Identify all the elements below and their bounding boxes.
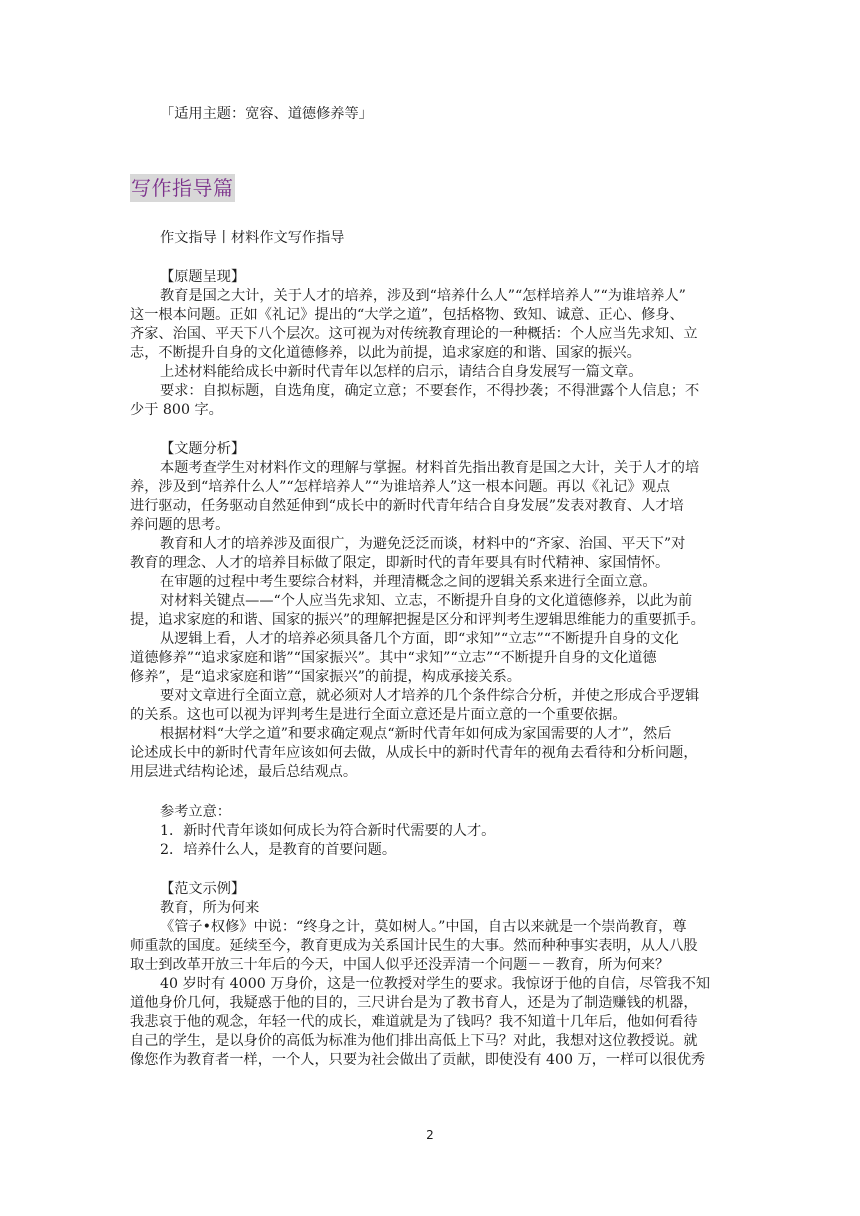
reference-idea-item: 1．新时代青年谈如何成长为符合新时代需要的人才。 xyxy=(160,823,496,839)
paragraph-line: 我悲哀于他的观念，年轻一代的成长，难道就是为了钱吗？我不知道十几年后，他如何看待 xyxy=(130,1014,698,1030)
paragraph-line: 的关系。这也可以视为评判考生是进行全面立意还是片面立意的一个重要依据。 xyxy=(130,707,627,723)
paragraph-line: 上述材料能给成长中新时代青年以怎样的启示，请结合自身发展写一篇文章。 xyxy=(160,364,643,380)
paragraph-line: 齐家、治国、平天下八个层次。这可视为对传统教育理论的一种概括：个人应当先求知、立 xyxy=(130,326,698,342)
paragraph-line: 根据材料“大学之道”和要求确定观点“新时代青年如何成为家国需要的人才”，然后 xyxy=(160,726,672,742)
paragraph-line: 本题考查学生对材料作文的理解与掌握。材料首先指出教育是国之大计，关于人才的培 xyxy=(160,460,700,476)
paragraph-line: 养，涉及到“培养什么人”“怎样培养人”“为谁培养人”这一根本问题。再以《礼记》观点 xyxy=(130,479,671,495)
paragraph-line: 像您作为教育者一样，一个人，只要为社会做出了贡献，即使没有 400 万，一样可以很优秀 xyxy=(130,1052,706,1068)
paragraph-line: 修养”，是“追求家庭和谐”“国家振兴”的前提，构成承接关系。 xyxy=(130,669,521,685)
paragraph-line: 这一根本问题。正如《礼记》提出的“大学之道”，包括格物、致知、诚意、正心、修身、 xyxy=(130,307,684,323)
paragraph-line: 从逻辑上看，人才的培养必须具备几个方面，即“求知”“立志”“不断提升自身的文化 xyxy=(160,631,679,647)
paragraph-line: 道他身价几何，我疑惑于他的目的，三尺讲台是为了教书育人，还是为了制造赚钱的机器， xyxy=(130,995,698,1011)
paragraph-line: 用层进式结构论述，最后总结观点。 xyxy=(130,764,358,780)
paragraph-line: 论述成长中的新时代青年应该如何去做，从成长中的新时代青年的视角去看待和分析问题， xyxy=(130,745,698,761)
subtitle: 作文指导丨材料作文写作指导 xyxy=(160,230,345,246)
paragraph-line: 师重款的国度。延续至今，教育更成为关系国计民生的大事。然而种种事实表明，从人八股 xyxy=(130,938,698,954)
paragraph-line: 要对文章进行全面立意，就必须对人才培养的几个条件综合分析，并使之形成合乎逻辑 xyxy=(160,688,700,704)
paragraph-line: 取士到改革开放三十年后的今天，中国人似乎还没弄清一个问题－－教育，所为何来？ xyxy=(130,957,670,973)
section-label-sample: 【范文示例】 xyxy=(160,881,246,897)
paragraph-line: 志，不断提升自身的文化道德修养，以此为前提，追求家庭的和谐、国家的振兴。 xyxy=(130,345,641,361)
section-label-analysis: 【文题分析】 xyxy=(160,441,246,457)
paragraph-line: 《管子•权修》中说：“终身之计，莫如树人。”中国，自古以来就是一个崇尚教育，尊 xyxy=(160,919,687,935)
section-label-original: 【原题呈现】 xyxy=(160,269,246,285)
section-heading: 写作指导篇 xyxy=(131,176,234,200)
paragraph-line: 养问题的思考。 xyxy=(130,517,230,533)
paragraph-line: 进行驱动，任务驱动自然延伸到“成长中的新时代青年结合自身发展”发表对教育、人才培 xyxy=(130,498,684,514)
paragraph-line: 要求：自拟标题，自选角度，确定立意；不要套作，不得抄袭；不得泄露个人信息；不 xyxy=(160,383,700,399)
page-number: 2 xyxy=(426,1128,434,1142)
paragraph-line: 少于 800 字。 xyxy=(130,402,223,418)
topic-line: 「适用主题：宽容、道德修养等」 xyxy=(160,106,373,122)
reference-ideas-label: 参考立意： xyxy=(160,804,231,820)
reference-idea-item: 2．培养什么人，是教育的首要问题。 xyxy=(160,842,397,858)
paragraph-line: 自己的学生，是以身价的高低为标准为他们排出高低上下马？对此，我想对这位教授说。就 xyxy=(130,1033,698,1049)
paragraph-line: 教育和人才的培养涉及面很广，为避免泛泛而谈，材料中的“齐家、治国、平天下”对 xyxy=(160,536,686,552)
paragraph-line: 提，追求家庭的和谐、国家的振兴”的理解把握是区分和评判考生逻辑思维能力的重要抓手。 xyxy=(130,612,705,628)
essay-title: 教育，所为何来 xyxy=(160,900,260,916)
paragraph-line: 道德修养”“追求家庭和谐”“国家振兴”。其中“求知”“立志”“不断提升自身的文化道德 xyxy=(130,650,657,666)
paragraph-line: 40 岁时有 4000 万身价，这是一位教授对学生的要求。我惊讶于他的自信，尽管我不知 xyxy=(160,976,711,992)
paragraph-line: 对材料关键点——“个人应当先求知、立志，不断提升自身的文化道德修养，以此为前 xyxy=(160,593,693,609)
paragraph-line: 教育是国之大计，关于人才的培养，涉及到“培养什么人”“怎样培养人”“为谁培养人” xyxy=(160,288,686,304)
paragraph-line: 在审题的过程中考生要综合材料，并理清概念之间的逻辑关系来进行全面立意。 xyxy=(160,574,657,590)
paragraph-line: 教育的理念、人才的培养目标做了限定，即新时代的青年要具有时代精神、家国情怀。 xyxy=(130,555,670,571)
